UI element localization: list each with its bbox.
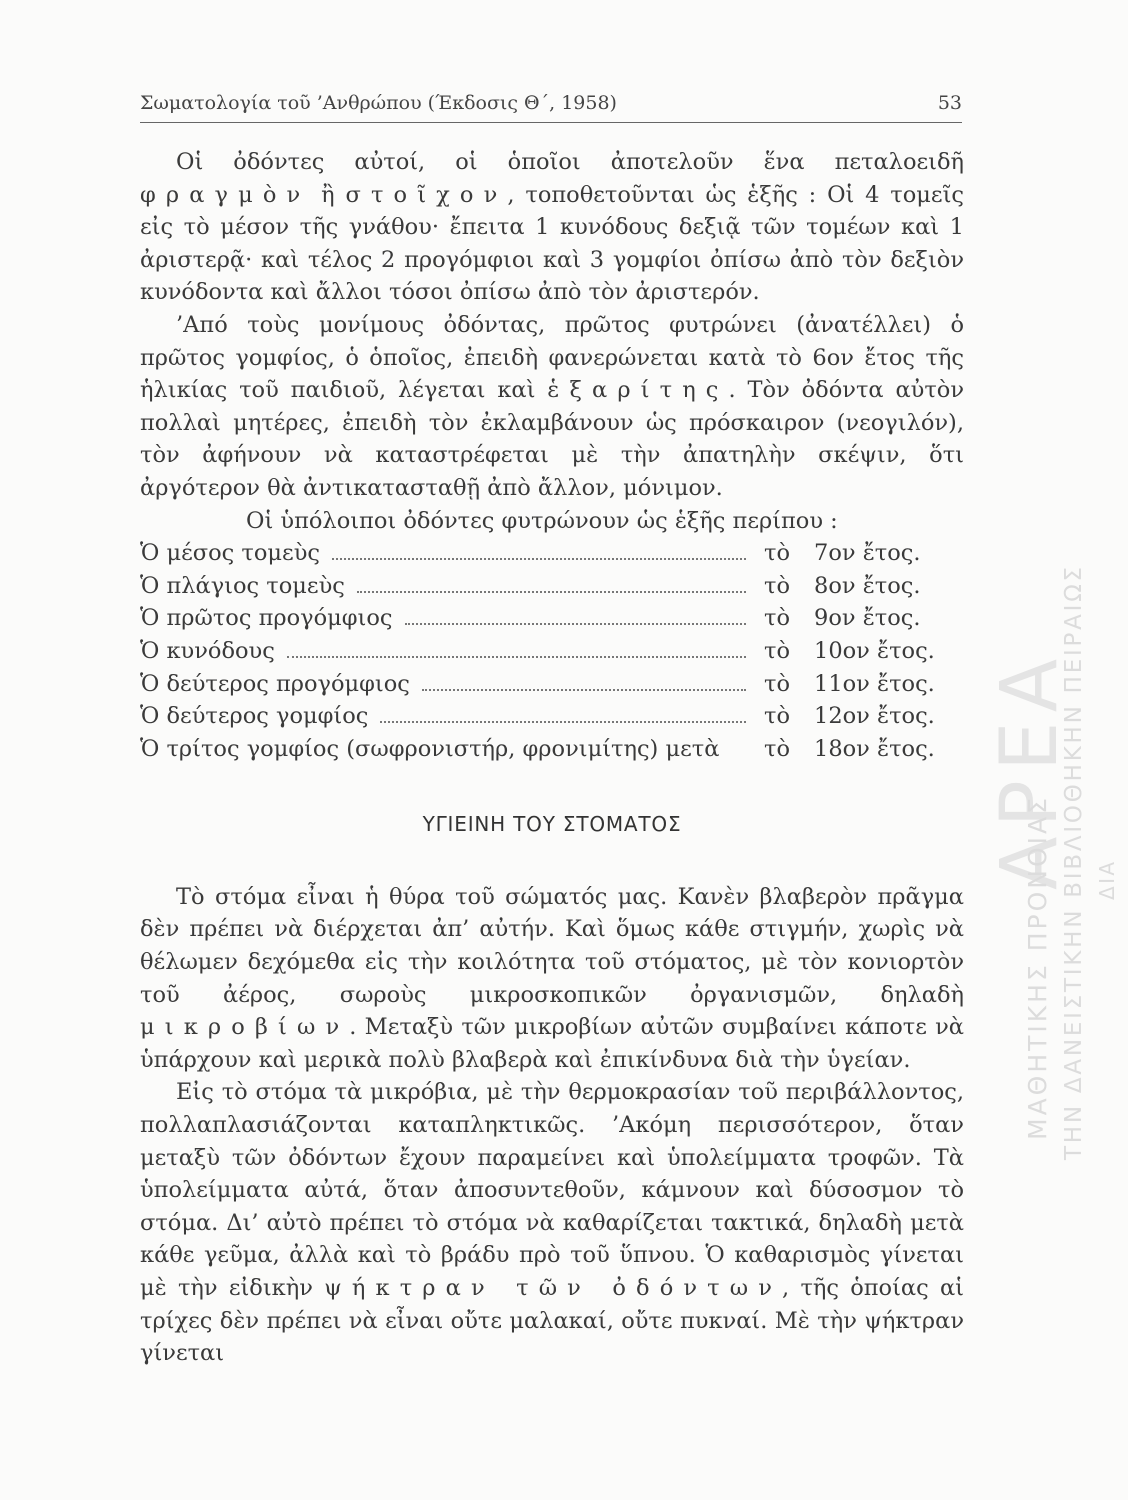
text-run: ’Από τοὺς μονίμους ὀδόντας, πρῶτος φυτρώνει (ἀνατέλλει) ὁ πρῶτος γομφίος, ὁ ὁποῖος, ἐπειδὴ φανερώνεται κατὰ τὸ 6ον ἔτος τῆς ἡλικίας τοῦ παιδιοῦ, λέγεται καὶ bbox=[140, 311, 964, 404]
eruption-time bbox=[764, 537, 964, 570]
eruption-time bbox=[764, 668, 964, 701]
eruption-time bbox=[764, 700, 964, 733]
list-item bbox=[140, 537, 964, 570]
tooth-name: Ὁ τρίτος γομφίος (σωφρονιστήρ, φρονιμίτης) μετὰ bbox=[140, 735, 720, 762]
leader-dots bbox=[287, 656, 746, 658]
stamp-line: ΔΙΑ bbox=[1095, 859, 1119, 900]
article: τὸ bbox=[764, 735, 790, 762]
eruption-year: 10ον ἔτος. bbox=[814, 637, 935, 664]
text-run: , τῆς ὁποίας αἱ τρίχες δὲν πρέπει νὰ εἶναι οὔτε μαλακαί, οὔτε πυκναί. Μὲ τὴν ψήκτραν γίνεται bbox=[140, 1275, 964, 1367]
text-run: , τοποθετοῦνται ὡς ἑξῆς : Οἱ 4 τομεῖς εἰς τὸ μέσον τῆς γνάθου· ἔπειτα 1 κυνόδους δεξιᾷ τῶν τομέων καὶ 1 ἀριστερᾷ· καὶ τέλος 2 προγόμφιοι καὶ 3 γομφίοι ὀπίσω ἀπὸ τὸν δεξιὸν κυνόδοντα καὶ ἄλλοι τόσοι ὀπίσω ἀπὸ τὸν ἀριστερόν. bbox=[140, 181, 964, 306]
tooth-name: Ὁ πλάγιος τομεὺς bbox=[140, 572, 345, 599]
leader-dots bbox=[357, 591, 746, 593]
page-body bbox=[140, 146, 964, 1370]
header-title: Σωματολογία τοῦ ’Ανθρώπου (Έκδοσις Θ΄, 1958) bbox=[140, 92, 617, 114]
list-item bbox=[140, 570, 964, 603]
text-run: ἢ bbox=[310, 181, 346, 208]
teeth-schedule-list bbox=[140, 537, 964, 765]
spaced-term-fragmon: φραγμὸν bbox=[140, 181, 311, 208]
eruption-year: 12ον ἔτος. bbox=[814, 703, 935, 730]
eruption-time bbox=[764, 635, 964, 668]
tooth-name: Ὁ κυνόδους bbox=[140, 637, 275, 664]
stamp-line: ΜΑΘΗΤΙΚΗΣ ΠΡΟΝΟΙΑΣ bbox=[1023, 795, 1052, 1140]
eruption-year: 7ον ἔτος. bbox=[814, 540, 921, 567]
list-item bbox=[140, 733, 964, 766]
article: τὸ bbox=[764, 540, 790, 567]
paragraph-remaining-teeth: Οἱ ὑπόλοιποι ὀδόντες φυτρώνουν ὡς ἑξῆς περίπου : bbox=[246, 507, 838, 534]
paragraph-first-molar bbox=[140, 309, 964, 505]
leader-dots bbox=[332, 558, 746, 560]
spaced-term-examaritis: ἑξαρίτης bbox=[547, 377, 729, 404]
stamp-line: ΤΗΝ ΔΑΝΕΙΣΤΙΚΗΝ ΒΙΒΛΙΟΘΗΚΗΝ ΠΕΙΡΑΙΩΣ bbox=[1061, 564, 1087, 1160]
page-number: 53 bbox=[937, 92, 962, 114]
leader-dots bbox=[422, 689, 746, 691]
list-item bbox=[140, 602, 964, 635]
leader-dots bbox=[405, 623, 747, 625]
library-stamp bbox=[985, 560, 1125, 1180]
stamp-line: ΑΡΕΑ bbox=[985, 649, 1075, 890]
spaced-term-toothbrush: ψήκτραν τῶν ὀδόντων bbox=[324, 1275, 783, 1301]
list-item bbox=[140, 668, 964, 701]
eruption-year: 8ον ἔτος. bbox=[814, 572, 921, 599]
eruption-time bbox=[764, 602, 964, 635]
tooth-name: Ὁ μέσος τομεὺς bbox=[140, 540, 320, 567]
list-item bbox=[140, 635, 964, 668]
eruption-year: 9ον ἔτος. bbox=[814, 605, 921, 632]
list-item bbox=[140, 700, 964, 733]
paragraph-mouth-door bbox=[140, 881, 964, 1077]
text-run: . Τὸν ὀδόντα αὐτὸν πολλαὶ μητέρες, ἐπειδὴ τὸν ἐκλαμβάνουν ὡς πρόσκαιρον (νεογιλόν), τὸν ἀφήνουν νὰ καταστρέφεται μὲ τὴν ἀπατηλὴν σκέψιν, ὅτι ἀργότερον θὰ ἀντικατασταθῇ ἀπὸ ἄλλον, μόνιμον. bbox=[140, 377, 964, 501]
running-header bbox=[140, 92, 962, 123]
eruption-time bbox=[764, 570, 964, 603]
tooth-name: Ὁ δεύτερος προγόμφιος bbox=[140, 670, 410, 697]
eruption-time bbox=[764, 733, 964, 766]
leader-dots bbox=[380, 721, 746, 723]
spaced-term-stoichon: στοῖχον bbox=[345, 181, 508, 208]
eruption-year: 11ον ἔτος. bbox=[814, 670, 935, 697]
section-heading: ΥΓΙΕΙΝΗ ΤΟΥ ΣΤΟΜΑΤΟΣ bbox=[422, 812, 682, 837]
text-run: Οἱ ὀδόντες αὐτοί, οἱ ὁποῖοι ἀποτελοῦν ἕνα πεταλοειδῆ bbox=[176, 149, 964, 175]
article: τὸ bbox=[764, 670, 790, 697]
tooth-name: Ὁ πρῶτος προγόμφιος bbox=[140, 605, 393, 632]
article: τὸ bbox=[764, 703, 790, 730]
article: τὸ bbox=[764, 637, 790, 664]
text-run: Εἰς τὸ στόμα τὰ μικρόβια, μὲ τὴν θερμοκρασίαν τοῦ περιβάλλοντος, πολλαπλασιάζονται καταπληκτικῶς. ’Ακόμη περισσότερον, ὅταν μεταξὺ τῶν ὀδόντων ἔχουν παραμείνει καὶ ὑπολείμματα τροφῶν. Τὰ ὑπολείμματα αὐτά, ὅταν ἀποσυντεθοῦν, κάμνουν καὶ δύσοσμον τὸ στόμα. Δι’ αὐτὸ πρέπει τὸ στόμα νὰ καθαρίζεται τακτικά, δηλαδὴ μετὰ κάθε γεῦμα, ἀλλὰ καὶ τὸ βράδυ πρὸ τοῦ ὕπνου. Ὁ καθαρισμὸς γίνεται μὲ τὴν εἰδικὴν bbox=[140, 1079, 964, 1301]
text-run: Τὸ στόμα εἶναι ἡ θύρα τοῦ σώματός μας. Κανὲν βλαβερὸν πρᾶγμα δὲν πρέπει νὰ διέρχεται ἀπ’ αὐτήν. Καὶ ὅμως κάθε στιγμήν, χωρὶς νὰ θέλωμεν δεχόμεθα εἰς τὴν κοιλότητα τοῦ στόματος, μὲ τὸν κονιορτὸν τοῦ ἀέρος, σωροὺς μικροσκοπικῶν ὀργανισμῶν, δηλαδὴ bbox=[140, 883, 964, 1008]
article: τὸ bbox=[764, 605, 790, 632]
tooth-name: Ὁ δεύτερος γομφίος bbox=[140, 703, 369, 730]
article: τὸ bbox=[764, 572, 790, 599]
text-run: . Μεταξὺ τῶν μικροβίων αὐτῶν συμβαίνει κάποτε νὰ ὑπάρχουν καὶ μερικὰ πολὺ βλαβερὰ καὶ ἐπικίνδυνα διὰ τὴν ὑγείαν. bbox=[140, 1014, 964, 1073]
spaced-term-mikrobion: μικροβίων bbox=[140, 1014, 350, 1041]
paragraph-teeth-arrangement bbox=[140, 146, 964, 309]
eruption-year: 18ον ἔτος. bbox=[814, 735, 935, 762]
paragraph-cleaning bbox=[140, 1076, 964, 1369]
